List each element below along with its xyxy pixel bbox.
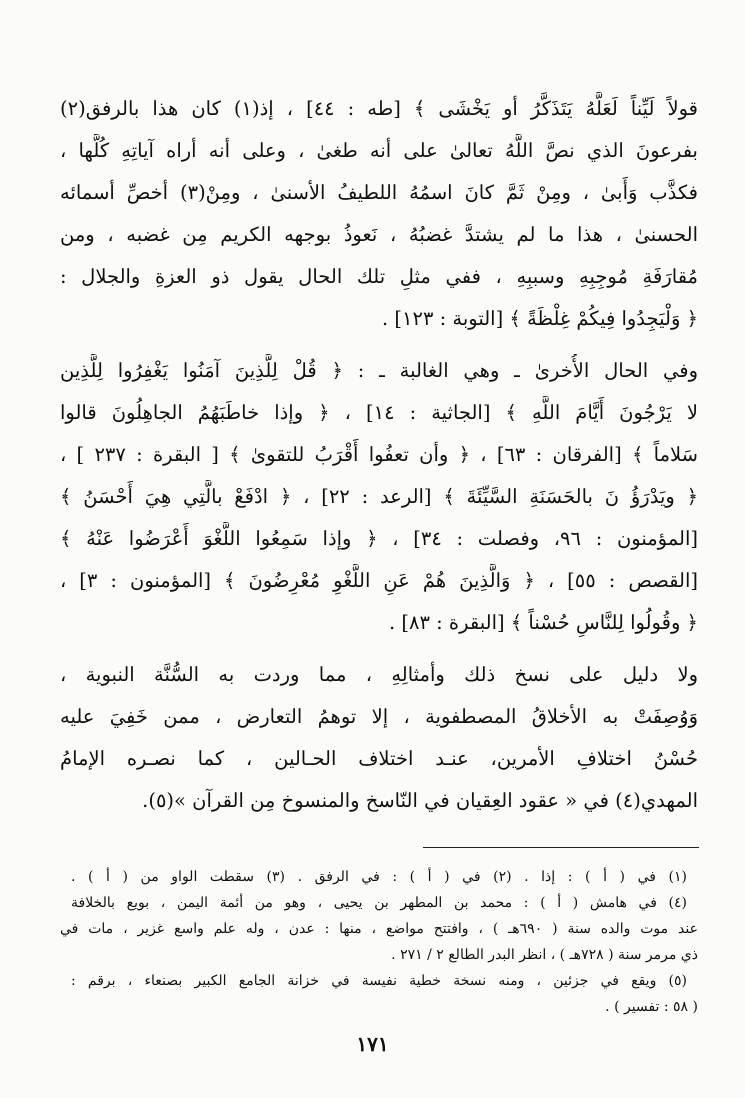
paragraph-2-line-3: سَلاماً ﴾ [الفرقان : ٦٣] ، ﴿ وأن تعفُوا أَقْرَبُ للتقوىٰ ﴾ [ البقرة : ٢٣٧ ] ،	[60, 443, 698, 466]
page-number: ١٧١	[356, 1032, 389, 1056]
paragraph-1-line-6: ﴿ وَلْيَجِدُوا فِيكُمْ غِلْظَةً ﴾ [التوبة : ١٢٣] .	[381, 307, 698, 330]
paragraph-1-line-2: بفرعونَ الذي نصَّ اللَّهُ تعالىٰ على أنه طغىٰ ، وعلى أنه أراه آياتِهِ كُلَّها ،	[60, 139, 698, 162]
paragraph-2-line-7: ﴿ وقُولُوا لِلنَّاسِ حُسْناً ﴾ [البقرة : ٨٣] .	[388, 611, 698, 634]
footnote-line-6: ( ٥٨ : تفسير ) .	[605, 999, 698, 1015]
paragraph-1-line-4: الحسنىٰ ، هذا ما لم يشتدَّ غضبُهُ ، نَعوذُ بوجهه الكريم مِن غضبه ، ومن	[60, 223, 698, 246]
footnote-line-1: (١) في ( أ ) : إذا . (٢) في ( أ ) : في الرفق . (٣) سقطت الواو من ( أ ) .	[71, 869, 687, 885]
paragraph-2-line-1: وفي الحال الأُخرىٰ ـ وهي الغالبة ـ : ﴿ قُلْ لِلَّذِينَ آمَنُوا يَغْفِرُوا لِلَّذِين	[60, 359, 698, 382]
paragraph-2-line-4: ﴿ ويَدْرَؤُ نَ بالحَسَنَةِ السَّيِّئَةَ ﴾ [الرعد : ٢٢] ، ﴿ ادْفَعْ بالَّتِي هِيَ أَحْسَنُ ﴾	[60, 485, 698, 508]
paragraph-3-line-4: المهدي(٤) في « عقود العِقيان في النّاسخ والمنسوخ مِن القرآن »(٥).	[142, 789, 698, 812]
footnote-line-2: (٤) في هامش ( أ ) : محمد بن المطهر بن يحيى ، وهو من أئمة اليمن ، بويع بالخلافة	[71, 895, 687, 911]
footnote-line-5: (٥) ويقع في جزئين ، ومنه نسخة خطية نفيسة في خزانة الجامع الكبير بصنعاء ، برقم :	[71, 973, 687, 989]
paragraph-2-line-2: لا يَرْجُونَ أَيَّامَ اللَّهِ ﴾ [الجاثية : ١٤] ، ﴿ وإذا خاطَبَهُمُ الجاهِلُونَ قالوا	[60, 401, 698, 424]
paragraph-1-line-1: قولاً لَيِّناً لَعَلَّهُ يَتَذَكَّرُ أو يَخْشَى ﴾ [طه : ٤٤] ، إذ(١) كان هذا بالرفق(٢)	[60, 97, 698, 120]
footnote-separator	[423, 847, 699, 848]
paragraph-1-line-5: مُقارَفَةِ مُوجِبِهِ وسببِهِ ، ففي مثلِ تلك الحال يقول ذو العزةِ والجلال :	[60, 265, 698, 288]
paragraph-3-line-1: ولا دليل على نسخ ذلك وأمثالِهِ ، مما وردت به السُّنَّة النبوية ،	[60, 663, 698, 686]
paragraph-1-line-3: فكذَّب وَأَبىٰ ، ومِنْ ثَمَّ كانَ اسمُهُ اللطيفُ الأسنىٰ ، ومِنْ(٣) أخصِّ أسمائه	[60, 181, 698, 204]
paragraph-3-line-3: حُسْنُ اختلافِ الأمرين، عنـد اختلاف الحـالين ، كما نصـره الإمامُ	[60, 747, 698, 770]
footnote-line-3: عند موت والده سنة ( ٦٩٠هـ ) ، وافتتح مواضع ، منها : عدن ، وله علم واسع غزير ، مات في	[60, 921, 698, 937]
paragraph-3-line-2: وَوُصِفَتْ به الأخلاقُ المصطفوية ، إلا توهمُ التعارض ، ممن خَفِيَ عليه	[60, 705, 698, 728]
paragraph-2-line-5: [المؤمنون : ٩٦، وفصلت : ٣٤] ، ﴿ وإذا سَمِعُوا اللَّغْوَ أَعْرَضُوا عَنْهُ ﴾	[60, 527, 698, 550]
paragraph-2-line-6: [القصص : ٥٥] ، ﴿ وَالَّذِينَ هُمْ عَنِ اللَّغْوِ مُعْرِضُونَ ﴾ [المؤمنون : ٣] ،	[60, 569, 698, 592]
footnote-line-4: ذي مرمر سنة ( ٧٢٨هـ ) ، انظر البدر الطالع ٢ / ٢٧١ .	[391, 947, 698, 963]
